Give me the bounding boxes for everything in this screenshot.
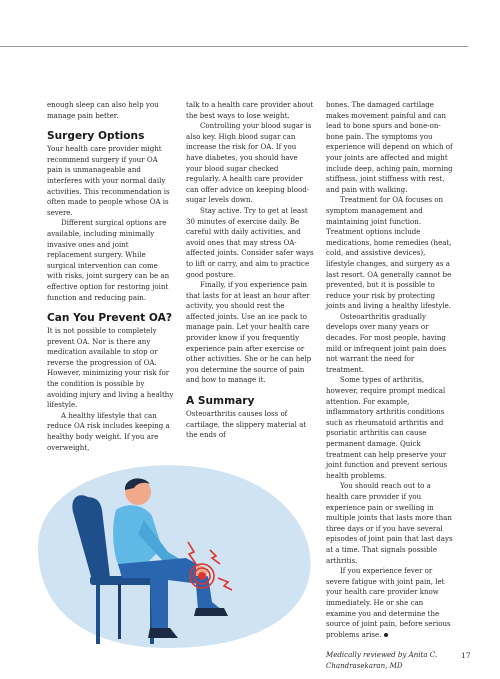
knee-pain-illustration bbox=[18, 452, 318, 652]
end-mark-icon bbox=[384, 633, 388, 637]
paragraph-last bbox=[326, 566, 454, 640]
foot bbox=[194, 608, 228, 616]
heading-can-you-prevent-oa: Can You Prevent OA? bbox=[47, 312, 172, 325]
heading-a-summary: A Summary bbox=[186, 395, 255, 408]
paragraph: Stay active. Try to get at least 30 minutes of exercise daily. Be careful with daily activities, and avoid ones that may stress OA-affected joints. Consider safer ways to lift or carry, and aim to practice good posture. bbox=[186, 205, 314, 279]
page-number: 17 bbox=[461, 651, 471, 660]
paragraph: A healthy lifestyle that can reduce OA risk includes keeping a healthy body weight. If you are overweight, bbox=[47, 410, 170, 452]
paragraph: Different surgical options are available, including minimally invasive ones and joint replacement surgery. While surgical intervention can come with risks, joint surgery can be an effective option for restoring joint function and reducing pain. bbox=[47, 218, 170, 302]
paragraph: talk to a health care provider about the best ways to lose weight. bbox=[186, 100, 314, 120]
paragraph: Treatment for OA focuses on symptom management and maintaining joint function. Treatment options include medications, home remedies (heat, cold, and assistive devices), lifestyle changes, and surgery as a last resort. OA generally cannot be prevented, but it is possible to reduce your risk by protecting joints and living a healthy lifestyle. bbox=[326, 195, 452, 311]
paragraph: Your health care provider might recommend surgery if your OA pain is unmanageable and interferes with your normal daily activities. This recommendation is often made to people whose OA is severe. bbox=[47, 144, 170, 217]
column-2 bbox=[186, 100, 314, 441]
paragraph: enough sleep can also help you manage pain better. bbox=[47, 100, 159, 120]
paragraph: Some types of arthritis, however, require prompt medical attention. For example, inflammatory arthritis conditions such as rheumatoid arthritis and psoriatic arthritis can cause permanent damage. Quick treatment can help preserve your joint function and prevent serious health problems. bbox=[326, 375, 448, 480]
medical-review-credit: Medically reviewed by Anita C. Chandrasekaran, MD bbox=[326, 650, 438, 670]
paragraph: Osteoarthritis gradually develops over many years or decades. For most people, having mild or infrequent joint pain does not warrant the need for treatment. bbox=[326, 311, 447, 374]
paragraph: Osteoarthritis causes loss of cartilage, the slippery material at the ends of bbox=[186, 409, 307, 440]
header-rule bbox=[0, 46, 468, 47]
column-1 bbox=[47, 100, 175, 453]
paragraph: bones. The damaged cartilage makes movement painful and can lead to bone spurs and bone-on-bone pain. The symptoms you experience will depend on which of your joints are affected and might include deep, aching pain, morning stiffness, joint stiffness with rest, and pain with walking. bbox=[326, 100, 453, 194]
paragraph: It is not possible to completely prevent OA. Nor is there any medication available to stop or reverse the progression of OA. However, minimizing your risk for the condition is possible by avoiding injury and living a healthy lifestyle. bbox=[47, 326, 174, 410]
column-3 bbox=[326, 100, 454, 671]
paragraph: You should reach out to a health care provider if you experience pain or swelling in multiple joints that lasts more than three days or if you have several episodes of joint pain that last days at a time. That signals possible arthritis. bbox=[326, 481, 453, 565]
heading-surgery-options: Surgery Options bbox=[47, 130, 145, 143]
paragraph: Finally, if you experience pain that lasts for at least an hour after activity, you should rest the affected joints. Use an ice pack to manage pain. Let your health care provider know if you frequently experience pain after exercise or other activities. She or he can help you determine the source of pain and how to manage it. bbox=[186, 280, 312, 385]
paragraph: Controlling your blood sugar is also key. High blood sugar can increase the risk for OA. If you have diabetes, you should have your blood sugar checked regularly. A health care provider can offer advice on keeping blood-sugar levels down. bbox=[186, 121, 312, 205]
paragraph-text: If you experience fever or severe fatigue with joint pain, let your health care provider know immediately. He or she can examine you and determine the source of joint pain, before serious problems arise. bbox=[326, 566, 451, 639]
